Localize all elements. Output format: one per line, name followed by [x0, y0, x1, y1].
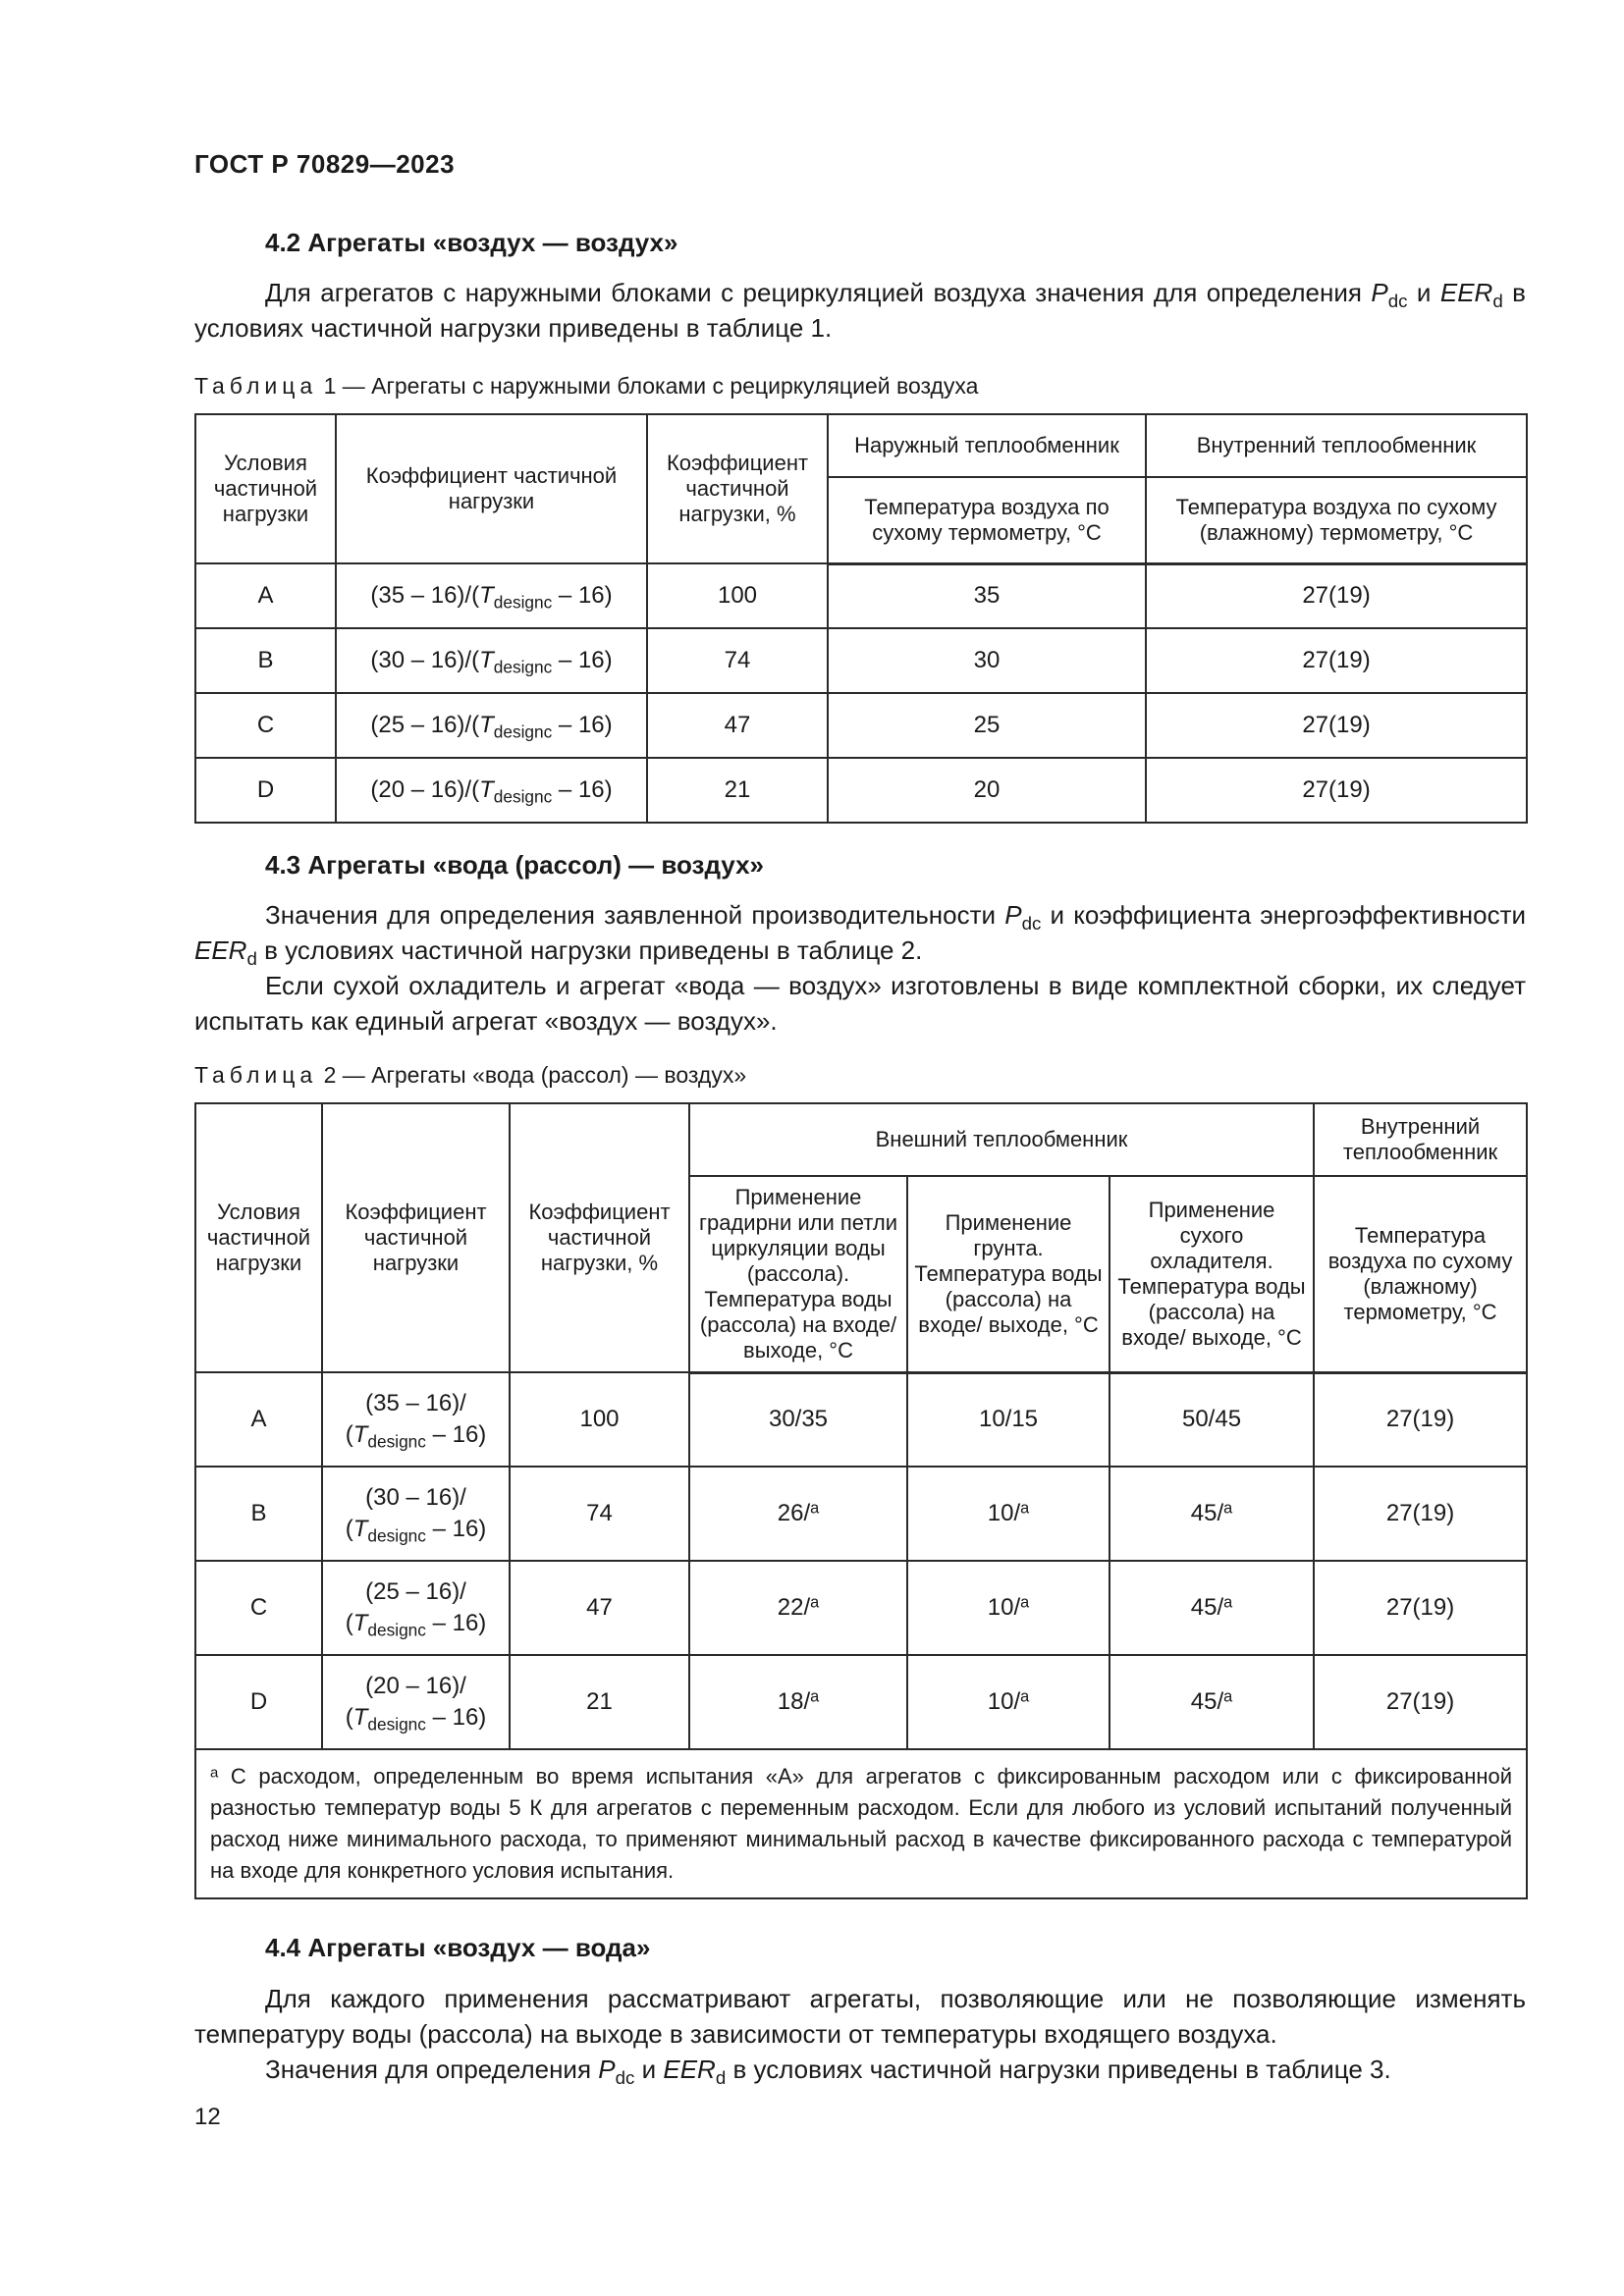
section-4-4-title: 4.4 Агрегаты «воздух — вода» — [265, 1933, 651, 1962]
t1-cell-condition: B — [195, 628, 336, 693]
t1-cell-condition: C — [195, 693, 336, 758]
t1-cell-formula: $(25 - 16)/(T_{designc} - 16)$ — [336, 693, 647, 758]
table-row — [195, 563, 1527, 628]
t2-header-drycooler: Применение сухого охладителя. Температура воды (рассола) на входе/ выходе, °С — [1110, 1176, 1314, 1372]
t2-cell-tower: 18/$^a$ — [689, 1655, 907, 1749]
table-row — [195, 1561, 1527, 1655]
table-2 — [194, 1102, 1528, 1899]
t2-cell-tower: 26/$^a$ — [689, 1467, 907, 1561]
t2-cell-percent: 21 — [510, 1655, 689, 1749]
t1-header-indoor-temp: Температура воздуха по сухому (влажному) термометру, °С — [1146, 477, 1527, 563]
t1-cell-outdoor: 20 — [828, 758, 1146, 823]
t1-cell-indoor: 27(19) — [1146, 563, 1527, 628]
t2-cell-drycooler: 45/$^a$ — [1110, 1655, 1314, 1749]
t2-cell-condition: A — [195, 1372, 322, 1467]
table-row — [195, 1372, 1527, 1467]
table-row — [195, 1655, 1527, 1749]
t1-header-coefficient-percent: Коэффициент частичной нагрузки, % — [647, 414, 828, 563]
t1-cell-outdoor: 35 — [828, 563, 1146, 628]
table-1-caption: Таблица 1 — Агрегаты с наружными блоками с рециркуляцией воздуха — [194, 373, 979, 399]
t2-header-ground: Применение грунта. Температура воды (рассола) на входе/ выходе, °С — [907, 1176, 1110, 1372]
t2-cell-percent: 74 — [510, 1467, 689, 1561]
t2-header-tower: Применение градирни или петли циркуляции воды (рассола). Температура воды (рассола) на входе/выходе, °С — [689, 1176, 907, 1372]
t1-cell-indoor: 27(19) — [1146, 628, 1527, 693]
page-number: 12 — [194, 2104, 221, 2130]
table-2-footnote: $^a$ С расходом, определенным во время испытания «А» для агрегатов с фиксированным расходом или с фиксированной разностью температур воды 5 К для агрегатов с переменным расходом. Если для любого из условий испытаний полученный расход ниже минимального расхода, то применяют минимальный расход в качестве фиксированного расхода с температурой на входе для конкретного условия испытания. — [195, 1749, 1527, 1898]
t2-header-external: Внешний теплообменник — [689, 1103, 1314, 1176]
table-row — [195, 758, 1527, 823]
table-row — [195, 1467, 1527, 1561]
t2-cell-internal: 27(19) — [1314, 1655, 1527, 1749]
section-4-3-paragraph-2: Если сухой охладитель и агрегат «вода — воздух» изготовлены в виде комплектной сборки, их следует испытать как единый агрегат «воздух — воздух». — [194, 971, 1526, 1036]
table-row — [195, 628, 1527, 693]
t1-header-outdoor-temp: Температура воздуха по сухому термометру, °С — [828, 477, 1146, 563]
t1-cell-formula: $(20 - 16)/(T_{designc} - 16)$ — [336, 758, 647, 823]
t1-header-coefficient: Коэффициент частичной нагрузки — [336, 414, 647, 563]
t1-cell-percent: 74 — [647, 628, 828, 693]
t2-header-internal-temp: Температура воздуха по сухому (влажному) термометру, °С — [1314, 1176, 1527, 1372]
t1-cell-condition: A — [195, 563, 336, 628]
t2-cell-drycooler: 45/$^a$ — [1110, 1467, 1314, 1561]
t1-cell-outdoor: 25 — [828, 693, 1146, 758]
t2-cell-ground: 10/$^a$ — [907, 1561, 1110, 1655]
t2-cell-ground: 10/$^a$ — [907, 1467, 1110, 1561]
t2-cell-internal: 27(19) — [1314, 1561, 1527, 1655]
t1-header-conditions: Условия частичной нагрузки — [195, 414, 336, 563]
t2-header-coefficient: Коэффициент частичной нагрузки — [322, 1103, 510, 1372]
t1-header-indoor: Внутренний теплообменник — [1146, 414, 1527, 477]
document-header: ГОСТ Р 70829—2023 — [194, 149, 456, 179]
section-4-4-paragraph-2: Значения для определения $P_{dc}$ и $EER_d$ в условиях частичной нагрузки приведены в таблице 3. — [265, 2055, 1391, 2088]
t2-cell-internal: 27(19) — [1314, 1372, 1527, 1467]
section-4-4-paragraph-1: Для каждого применения рассматривают агрегаты, позволяющие или не позволяющие изменять температуру воды (рассола) на выходе в зависимости от температуры входящего воздуха. — [194, 1984, 1526, 2049]
t2-header-coefficient-percent: Коэффициент частичной нагрузки, % — [510, 1103, 689, 1372]
t1-cell-percent: 100 — [647, 563, 828, 628]
t2-cell-tower: 30/35 — [689, 1372, 907, 1467]
t1-cell-indoor: 27(19) — [1146, 758, 1527, 823]
t2-cell-formula: (35 – 16)/ $(T_{designc} - 16)$ — [322, 1372, 510, 1467]
section-4-3-paragraph-1: Значения для определения заявленной производительности $P_{dc}$ и коэффициента энергоэффективности $EER_d$ в условиях частичной нагрузки приведены в таблице 2. — [194, 900, 1527, 969]
table-2-caption: Таблица 2 — Агрегаты «вода (рассол) — воздух» — [194, 1062, 747, 1088]
t2-cell-tower: 22/$^a$ — [689, 1561, 907, 1655]
t2-header-conditions: Условия частичной нагрузки — [195, 1103, 322, 1372]
t2-cell-condition: C — [195, 1561, 322, 1655]
t1-cell-indoor: 27(19) — [1146, 693, 1527, 758]
t2-cell-formula: (25 – 16)/ $(T_{designc} - 16)$ — [322, 1561, 510, 1655]
t2-cell-formula: (30 – 16)/ $(T_{designc} - 16)$ — [322, 1467, 510, 1561]
section-4-2-title: 4.2 Агрегаты «воздух — воздух» — [265, 228, 678, 257]
section-4-2-paragraph: Для агрегатов с наружными блоками с рециркуляцией воздуха значения для определения $P_{dc}$ и $EER_d$ в условиях частичной нагрузки приведены в таблице 1. — [194, 278, 1526, 343]
t1-cell-outdoor: 30 — [828, 628, 1146, 693]
t2-cell-internal: 27(19) — [1314, 1467, 1527, 1561]
table-1 — [194, 413, 1528, 824]
t2-cell-ground: 10/15 — [907, 1372, 1110, 1467]
t1-header-outdoor: Наружный теплообменник — [828, 414, 1146, 477]
t2-cell-percent: 100 — [510, 1372, 689, 1467]
t1-cell-percent: 47 — [647, 693, 828, 758]
t2-cell-condition: B — [195, 1467, 322, 1561]
t2-cell-formula: (20 – 16)/ $(T_{designc} - 16)$ — [322, 1655, 510, 1749]
t2-cell-ground: 10/$^a$ — [907, 1655, 1110, 1749]
t2-header-internal: Внутренний теплообменник — [1314, 1103, 1527, 1176]
t1-cell-formula: $(30 - 16)/(T_{designc} - 16)$ — [336, 628, 647, 693]
table-row — [195, 693, 1527, 758]
t2-cell-drycooler: 45/$^a$ — [1110, 1561, 1314, 1655]
t1-cell-percent: 21 — [647, 758, 828, 823]
t1-cell-condition: D — [195, 758, 336, 823]
section-4-3-title: 4.3 Агрегаты «вода (рассол) — воздух» — [265, 850, 764, 880]
t2-cell-drycooler: 50/45 — [1110, 1372, 1314, 1467]
t2-cell-percent: 47 — [510, 1561, 689, 1655]
t1-cell-formula: $(35 - 16)/(T_{designc} - 16)$ — [336, 563, 647, 628]
t2-cell-condition: D — [195, 1655, 322, 1749]
